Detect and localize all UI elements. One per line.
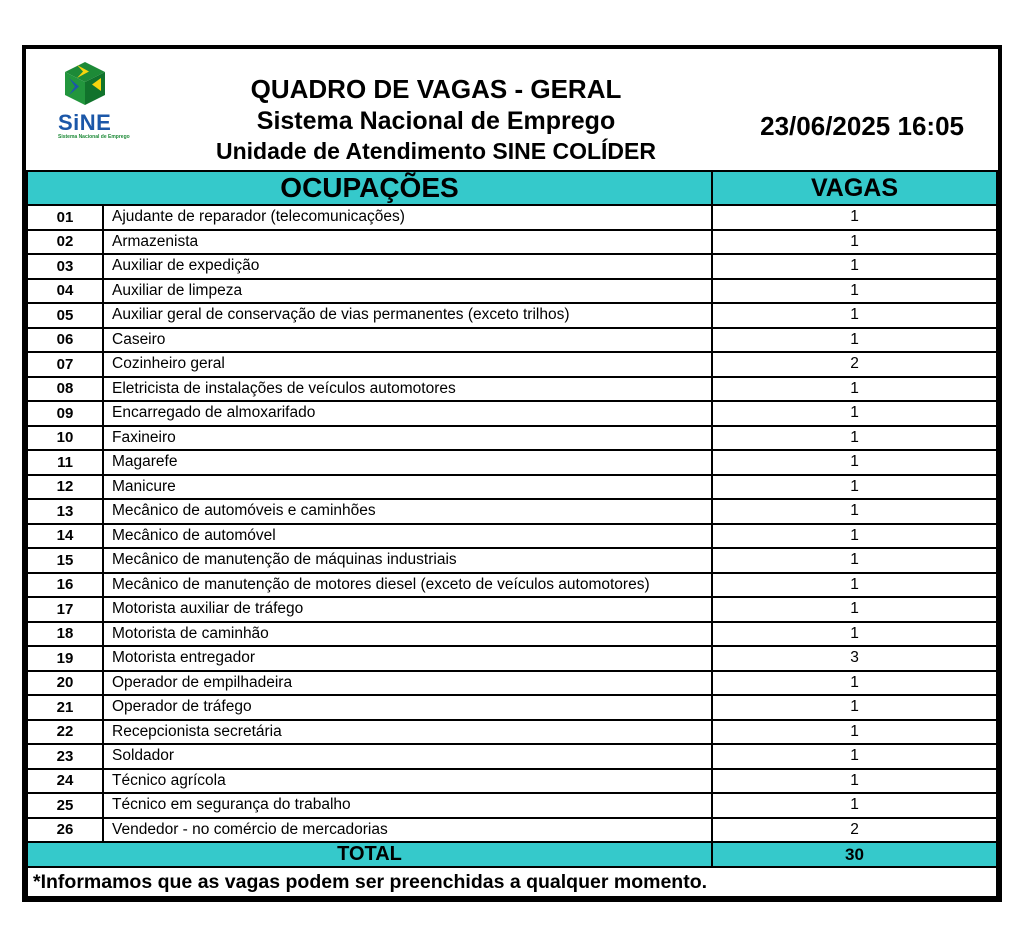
footer-note: *Informamos que as vagas podem ser preenchidas a qualquer momento.: [27, 867, 997, 897]
table-row: [27, 303, 997, 328]
vacancy-count-cell: 1: [712, 377, 997, 402]
occupation-cell: Encarregado de almoxarifado: [103, 401, 712, 426]
table-row: [27, 401, 997, 426]
row-number-cell: 25: [27, 793, 103, 818]
title-block: [156, 49, 716, 166]
table-row: [27, 205, 997, 230]
occupation-cell: Técnico agrícola: [103, 769, 712, 794]
table-row: [27, 573, 997, 598]
row-number-cell: 19: [27, 646, 103, 671]
table-row: [27, 622, 997, 647]
row-number-cell: 12: [27, 475, 103, 500]
sine-logo-tagline: Sistema Nacional de Emprego: [58, 134, 130, 140]
occupation-cell: Operador de empilhadeira: [103, 671, 712, 696]
occupation-cell: Faxineiro: [103, 426, 712, 451]
vacancy-count-cell: 1: [712, 475, 997, 500]
row-number-cell: 16: [27, 573, 103, 598]
vacancy-count-cell: 1: [712, 695, 997, 720]
row-number-cell: 18: [27, 622, 103, 647]
occupations-column-header: OCUPAÇÕES: [27, 171, 712, 205]
vacancy-count-cell: 1: [712, 720, 997, 745]
vacancy-table-foot: [27, 842, 997, 897]
vacancy-count-cell: 1: [712, 328, 997, 353]
document-header: [26, 49, 998, 170]
table-row: [27, 499, 997, 524]
vacancy-count-cell: 1: [712, 426, 997, 451]
table-row: [27, 328, 997, 353]
occupation-cell: Eletricista de instalações de veículos automotores: [103, 377, 712, 402]
occupation-cell: Ajudante de reparador (telecomunicações): [103, 205, 712, 230]
occupation-cell: Mecânico de manutenção de máquinas industriais: [103, 548, 712, 573]
occupation-cell: Técnico em segurança do trabalho: [103, 793, 712, 818]
table-row: [27, 818, 997, 843]
row-number-cell: 14: [27, 524, 103, 549]
document-frame: [22, 45, 1002, 902]
total-value: 30: [712, 842, 997, 867]
vacancy-count-cell: 1: [712, 303, 997, 328]
row-number-cell: 21: [27, 695, 103, 720]
occupation-cell: Motorista de caminhão: [103, 622, 712, 647]
vacancy-count-cell: 1: [712, 622, 997, 647]
vacancy-count-cell: 2: [712, 352, 997, 377]
row-number-cell: 05: [27, 303, 103, 328]
occupation-cell: Cozinheiro geral: [103, 352, 712, 377]
vacancy-count-cell: 1: [712, 254, 997, 279]
occupation-cell: Auxiliar de limpeza: [103, 279, 712, 304]
table-row: [27, 744, 997, 769]
table-row: [27, 475, 997, 500]
vacancy-count-cell: 1: [712, 499, 997, 524]
occupation-cell: Recepcionista secretária: [103, 720, 712, 745]
page-title: QUADRO DE VAGAS - GERAL: [250, 74, 622, 104]
row-number-cell: 06: [27, 328, 103, 353]
vacancy-count-cell: 1: [712, 401, 997, 426]
row-number-cell: 15: [27, 548, 103, 573]
sine-logo-cube-icon: [58, 61, 112, 107]
occupation-cell: Auxiliar geral de conservação de vias permanentes (exceto trilhos): [103, 303, 712, 328]
occupation-cell: Manicure: [103, 475, 712, 500]
row-number-cell: 17: [27, 597, 103, 622]
table-row: [27, 230, 997, 255]
table-row: [27, 695, 997, 720]
occupation-cell: Mecânico de automóvel: [103, 524, 712, 549]
row-number-cell: 03: [27, 254, 103, 279]
table-row: [27, 548, 997, 573]
vacancy-count-cell: 3: [712, 646, 997, 671]
occupation-cell: Armazenista: [103, 230, 712, 255]
row-number-cell: 22: [27, 720, 103, 745]
total-label: TOTAL: [27, 842, 712, 867]
table-row: [27, 279, 997, 304]
page-subtitle: Sistema Nacional de Emprego: [256, 106, 616, 135]
vacancy-table: [26, 170, 998, 898]
unit-name: Unidade de Atendimento SINE COLÍDER: [215, 137, 656, 164]
vacancy-count-cell: 1: [712, 279, 997, 304]
table-row: [27, 377, 997, 402]
occupation-cell: Vendedor - no comércio de mercadorias: [103, 818, 712, 843]
occupation-cell: Caseiro: [103, 328, 712, 353]
sine-logo: [26, 49, 156, 140]
vacancy-count-cell: 1: [712, 597, 997, 622]
sine-logo-text: SiNE: [58, 110, 112, 135]
row-number-cell: 04: [27, 279, 103, 304]
occupation-cell: Mecânico de automóveis e caminhões: [103, 499, 712, 524]
table-row: [27, 524, 997, 549]
vacancy-count-cell: 1: [712, 230, 997, 255]
row-number-cell: 26: [27, 818, 103, 843]
vacancy-count-cell: 1: [712, 548, 997, 573]
vacancies-column-header: VAGAS: [712, 171, 997, 205]
row-number-cell: 24: [27, 769, 103, 794]
vacancy-table-head: [27, 171, 997, 205]
vacancy-count-cell: 1: [712, 744, 997, 769]
row-number-cell: 08: [27, 377, 103, 402]
table-row: [27, 254, 997, 279]
row-number-cell: 02: [27, 230, 103, 255]
vacancy-count-cell: 1: [712, 671, 997, 696]
occupation-cell: Mecânico de manutenção de motores diesel (exceto de veículos automotores): [103, 573, 712, 598]
vacancy-count-cell: 1: [712, 524, 997, 549]
total-row: [27, 842, 997, 867]
table-row: [27, 769, 997, 794]
footer-note-row: [27, 867, 997, 897]
occupation-cell: Motorista auxiliar de tráfego: [103, 597, 712, 622]
report-datetime: 23/06/2025 16:05: [760, 111, 964, 141]
row-number-cell: 20: [27, 671, 103, 696]
table-row: [27, 793, 997, 818]
row-number-cell: 07: [27, 352, 103, 377]
table-row: [27, 720, 997, 745]
header-row: [27, 171, 997, 205]
row-number-cell: 23: [27, 744, 103, 769]
row-number-cell: 01: [27, 205, 103, 230]
table-row: [27, 671, 997, 696]
occupation-cell: Auxiliar de expedição: [103, 254, 712, 279]
vacancy-count-cell: 1: [712, 793, 997, 818]
vacancy-count-cell: 1: [712, 573, 997, 598]
table-row: [27, 352, 997, 377]
table-row: [27, 426, 997, 451]
row-number-cell: 09: [27, 401, 103, 426]
vacancy-count-cell: 1: [712, 769, 997, 794]
vacancy-count-cell: 2: [712, 818, 997, 843]
occupation-cell: Magarefe: [103, 450, 712, 475]
table-row: [27, 597, 997, 622]
table-row: [27, 450, 997, 475]
row-number-cell: 11: [27, 450, 103, 475]
table-row: [27, 646, 997, 671]
occupation-cell: Motorista entregador: [103, 646, 712, 671]
row-number-cell: 13: [27, 499, 103, 524]
occupation-cell: Soldador: [103, 744, 712, 769]
vacancy-table-body: [27, 205, 997, 842]
row-number-cell: 10: [27, 426, 103, 451]
vacancy-count-cell: 1: [712, 205, 997, 230]
occupation-cell: Operador de tráfego: [103, 695, 712, 720]
vacancy-count-cell: 1: [712, 450, 997, 475]
